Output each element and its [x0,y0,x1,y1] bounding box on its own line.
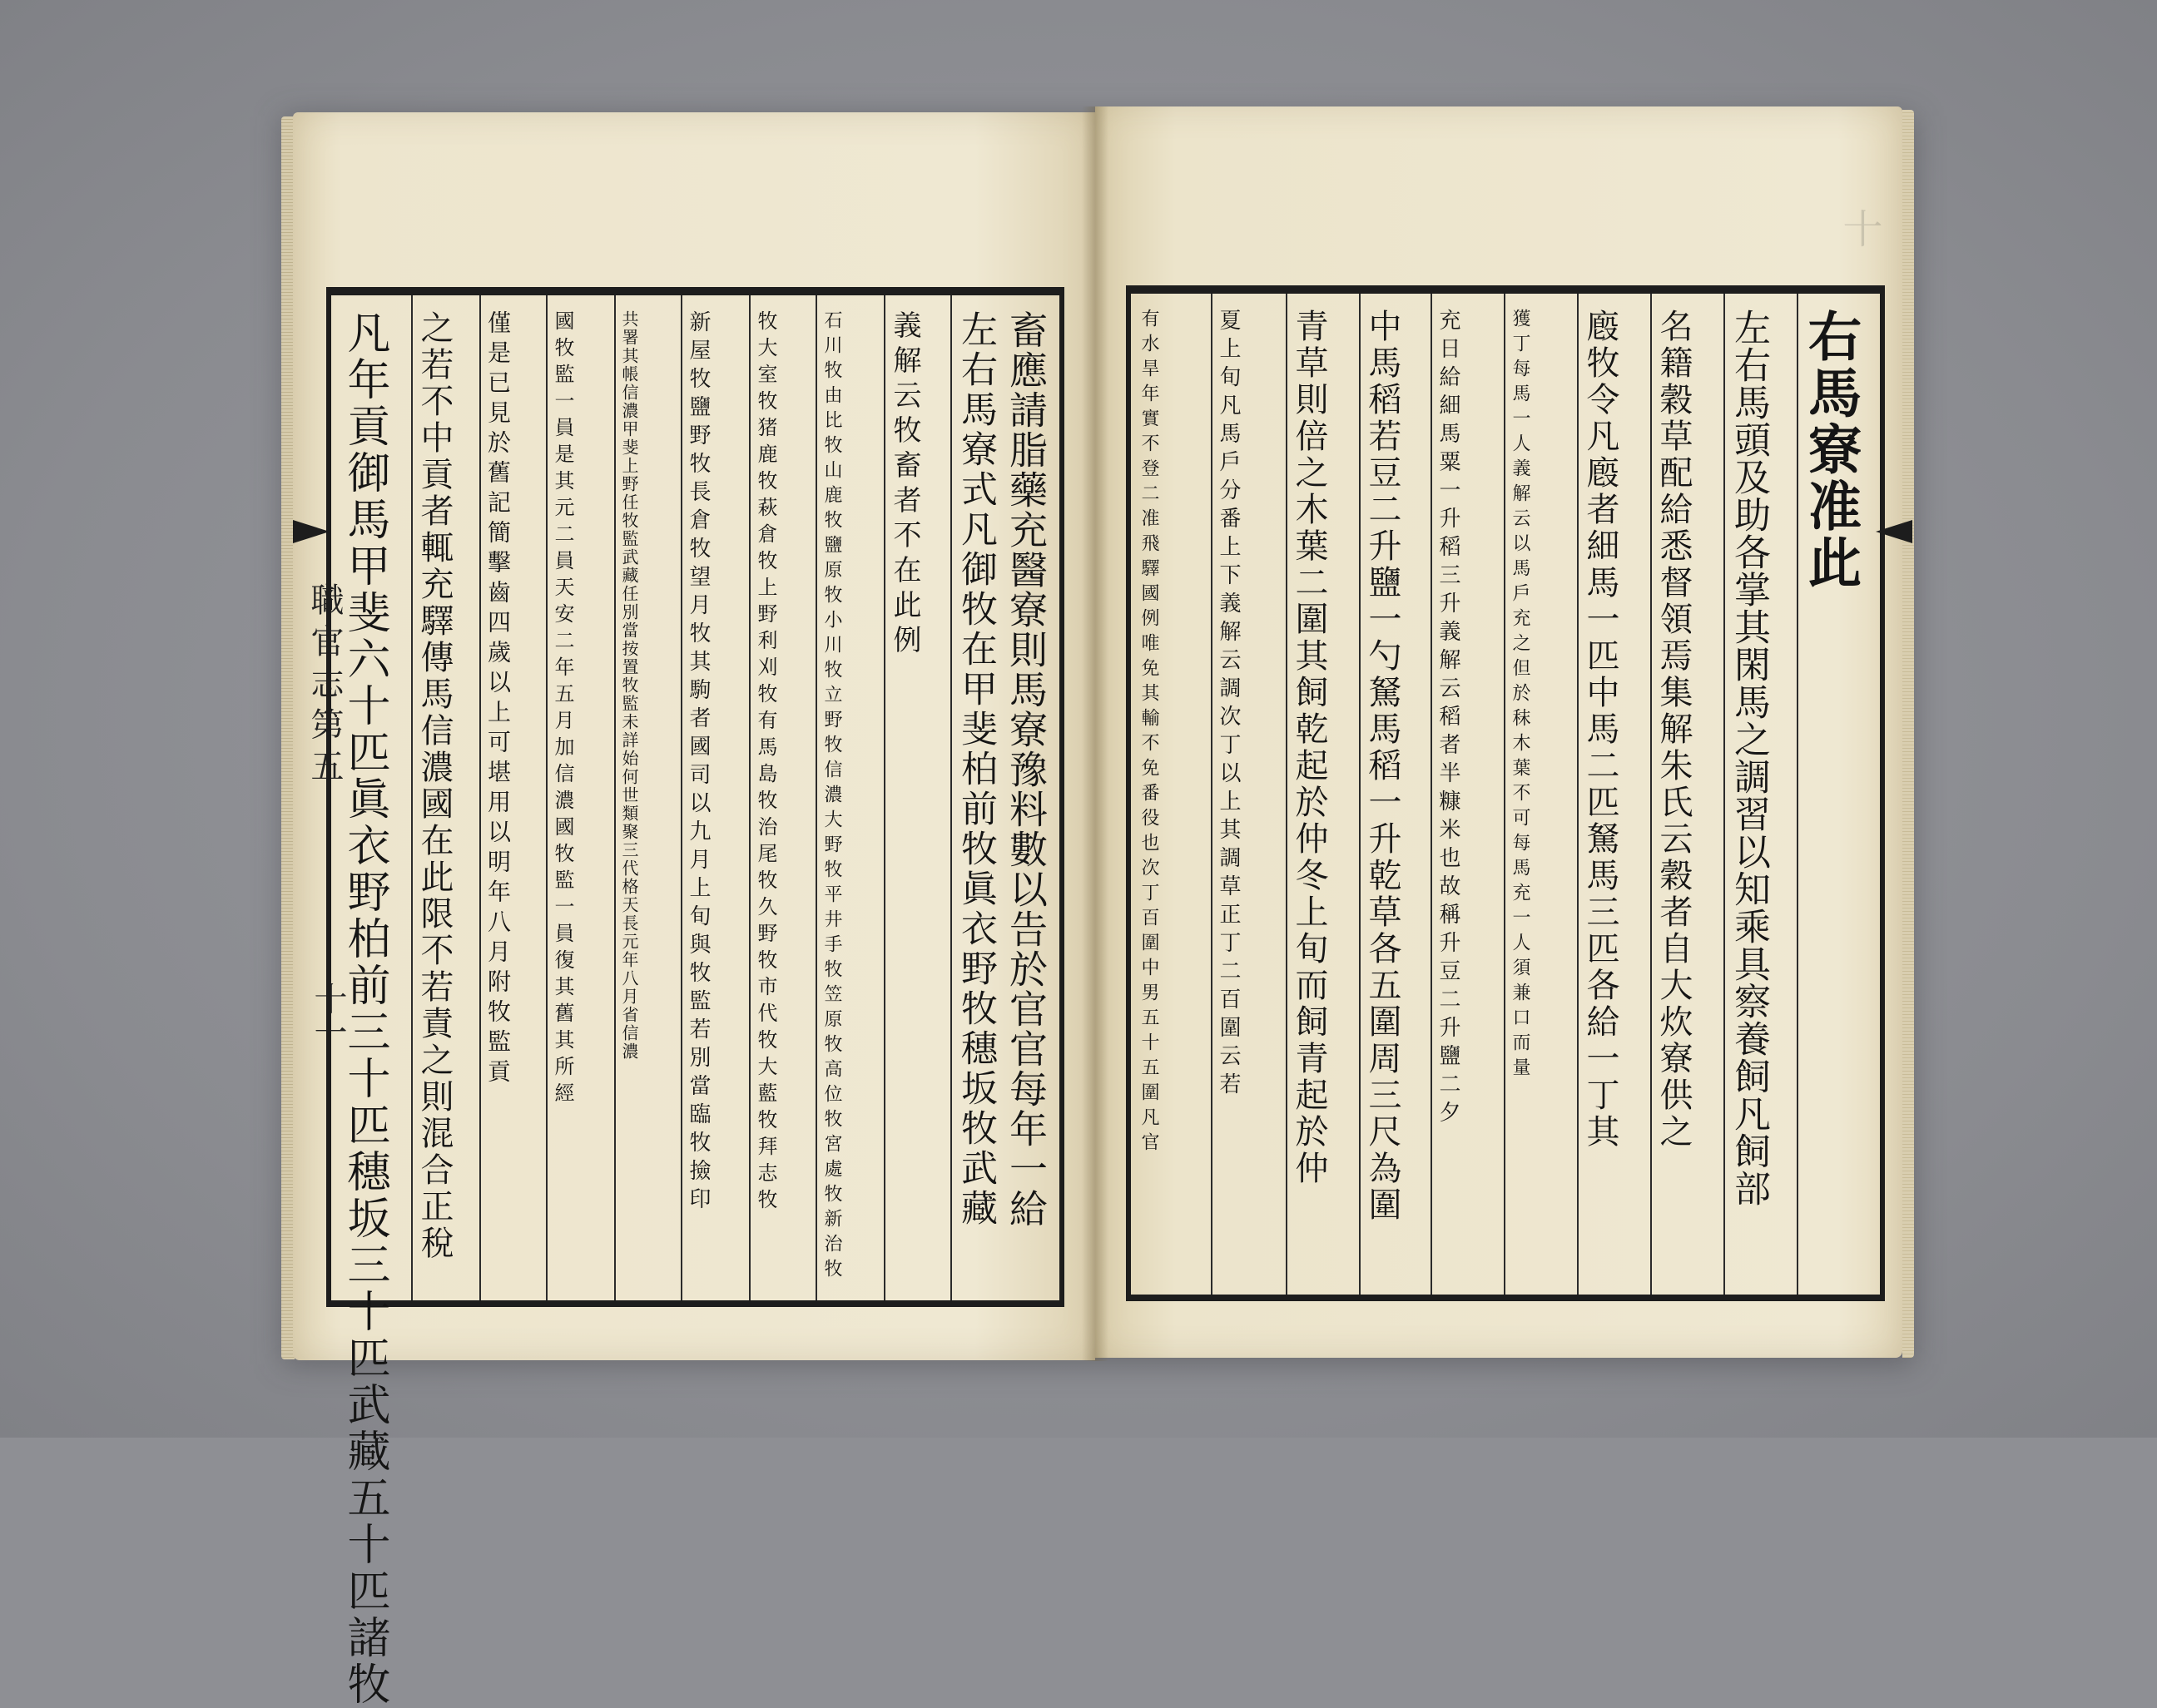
text-column: 僅是已見於舊記簡擊齒四歲以上可堪用以明年八月附牧監貢 [484,310,512,1089]
text-column: 有水旱年實不登二准飛驛國例唯免其輸不免番役也次丁百圍中男五十五圍凡官 [1138,309,1159,1157]
text-column: 獲丁每馬一人義解云以馬戶充之但於秣木葉不可每馬充一人須兼口而量 [1510,309,1530,1082]
column-rule [1723,294,1725,1295]
column-rule [1286,294,1287,1295]
text-column: 之若不中貢者輒充驛傳馬信濃國在此限不若責之則混合正稅 [415,310,454,1262]
column-rule [1211,294,1212,1295]
text-column: 新屋牧鹽野牧長倉牧望月牧其駒者國司以九月上旬與牧監若別當臨牧撿印 [686,310,711,1215]
text-column: 牧大室牧猪鹿牧萩倉牧上野利刈牧有馬島牧治尾牧久野牧市代牧大藍牧拜志牧 [754,310,777,1215]
column-rule [950,295,952,1300]
text-column: 石川牧由比牧山鹿牧鹽原牧小川牧立野牧信濃大野牧平井手牧笠原牧高位牧宮處牧新治牧 [821,310,842,1284]
book-gutter [1082,106,1108,1361]
column-rule [1577,294,1579,1295]
column-rule [1359,294,1361,1295]
column-rule [884,295,885,1300]
left-fishtail-mark [293,520,330,543]
text-column: 青草則倍之木葉二圍其飼乾起於仲冬上旬而飼青起於仲 [1290,309,1328,1187]
column-rule [1797,294,1798,1295]
text-column: 充日給細馬粟一升稻三升義解云稻者半糠米也故稱升豆二升鹽二夕 [1436,309,1460,1129]
margin-title: 職官志第五 [305,582,344,790]
text-column: 畜應請脂藥充醫寮則馬寮豫料數以告於官官每年一給 [1004,310,1049,1229]
section-heading: 右馬寮准此 [1799,309,1862,592]
left-text-frame [326,287,1064,1708]
text-column: 凡年貢御馬甲斐六十匹眞衣野柏前三十匹穗坂三十匹武藏五十匹諸牧 [340,310,389,1708]
column-rule [614,295,616,1300]
text-column: 中馬稻若豆二升鹽一勺駑馬稻一升乾草各五圍周三尺為圍 [1363,309,1401,1224]
text-column: 夏上旬凡馬戶分番上下義解云調次丁以上其調草正丁二百圍云若 [1216,309,1241,1101]
text-column: 左右馬頭及助各掌其閑馬之調習以知乘具察養飼凡飼部 [1728,309,1770,1207]
column-rule [1650,294,1652,1295]
column-rule [479,295,481,1300]
text-column: 名籍穀草配給悉督領焉集解朱氏云穀者自大炊寮供之 [1654,309,1693,1151]
column-rule [1431,294,1432,1295]
right-text-frame [1126,285,1885,1301]
column-rule [411,295,413,1300]
bleed-through-text: 十 [1836,208,1882,255]
margin-page-number: 十一 [309,982,347,1048]
text-column: 廏牧令凡廏者細馬一匹中馬二匹駑馬三匹各給一丁其 [1581,309,1619,1151]
column-rule [681,295,682,1300]
column-rule [1504,294,1505,1295]
right-page-edge [1902,110,1914,1358]
column-rule [749,295,751,1300]
text-column: 共署其帳信濃甲斐上野任牧監武藏任別當按置牧監未詳始何世類聚三代格天長元年八月省信濃 [619,310,639,1061]
text-column: 左右馬寮式凡御牧在甲斐柏前牧眞衣野牧穗坂牧武藏 [955,310,997,1229]
column-rule [546,295,548,1300]
column-rule [816,295,817,1300]
text-column: 義解云牧畜者不在此例 [888,310,921,660]
text-column: 國牧監一員是其元二員天安二年五月加信濃國牧監一員復其舊其所經 [551,310,574,1109]
